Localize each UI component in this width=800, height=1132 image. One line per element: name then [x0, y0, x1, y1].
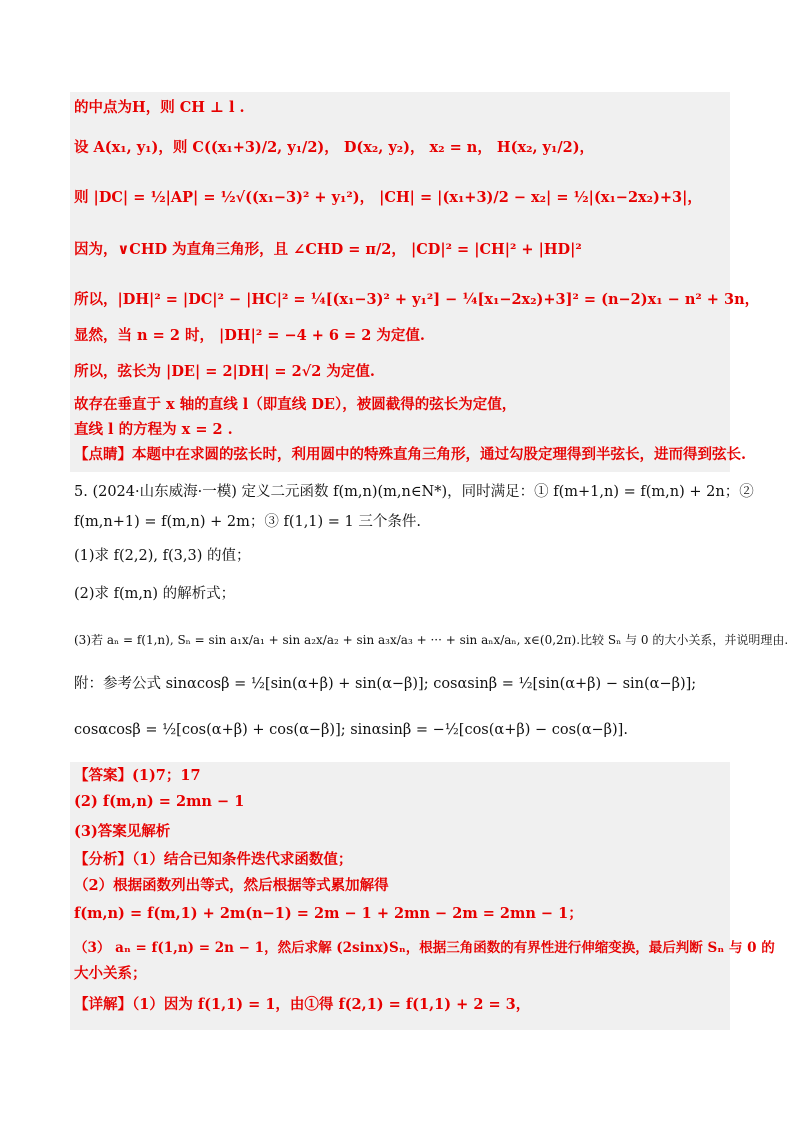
text-line: 显然，当 n = 2 时， |DH|² = −4 + 6 = 2 为定值. [74, 327, 425, 344]
text-line: 所以，|DH|² = |DC|² − |HC|² = ¼[(x₁−3)² + y₁²] − ¼[x₁−2x₂)+3]² = (n−2)x₁ − n² + 3n， [74, 291, 760, 308]
problem-line: (2)求 f(m,n) 的解析式； [74, 586, 236, 602]
text-line: 故存在垂直于 x 轴的直线 l（即直线 DE），被圆截得的弦长为定值， [74, 396, 517, 413]
analysis-line: （3） aₙ = f(1,n) = 2n − 1，然后求解 (2sinx)Sₙ，根据三角函数的有界性进行伸缩变换，最后判断 Sₙ 与 0 的 [74, 940, 775, 956]
problem-line: cosαcosβ = ½[cos(α+β) + cos(α−β)]; sinαsinβ = −½[cos(α+β) − cos(α−β)]. [74, 722, 628, 738]
problem-line: (1)求 f(2,2), f(3,3) 的值； [74, 548, 251, 564]
text-line: 设 A(x₁, y₁)，则 C((x₁+3)/2, y₁/2)， D(x₂, y₂)， x₂ = n， H(x₂, y₁/2)， [74, 139, 595, 156]
detail-line: 【详解】（1）因为 f(1,1) = 1，由①得 f(2,1) = f(1,1) + 2 = 3， [74, 996, 531, 1013]
answer-line: (2) f(m,n) = 2mn − 1 [74, 793, 245, 810]
text-line: 【点睛】本题中在求圆的弦长时，利用圆中的特殊直角三角形，通过勾股定理得到半弦长，进而得到弦长. [74, 446, 747, 463]
answer-line: 【答案】(1)7；17 [74, 767, 201, 784]
answer-line: (3)答案见解析 [74, 823, 171, 840]
text-line: 直线 l 的方程为 x = 2 . [74, 421, 233, 438]
analysis-line: （2）根据函数列出等式，然后根据等式累加解得 [74, 877, 389, 894]
problem-line: (3)若 aₙ = f(1,n), Sₙ = sin a₁x/a₁ + sin a₂x/a₂ + sin a₃x/a₃ + ··· + sin aₙx/aₙ, x∈(0,2π).比较 Sₙ 与 0 的大小关系，并说明理由. [74, 633, 789, 647]
analysis-line: f(m,n) = f(m,1) + 2m(n−1) = 2m − 1 + 2mn − 2m = 2mn − 1； [74, 905, 583, 922]
text-line: 的中点为H，则 CH ⊥ l . [74, 99, 245, 116]
analysis-line: 【分析】（1）结合已知条件迭代求函数值； [74, 851, 353, 868]
problem-line: 附：参考公式 sinαcosβ = ½[sin(α+β) + sin(α−β)]; cosαsinβ = ½[sin(α+β) − sin(α−β)]; [74, 676, 697, 692]
text-line: 因为，∨CHD 为直角三角形，且 ∠CHD = π/2， |CD|² = |CH|² + |HD|² [74, 241, 582, 258]
text-line: 则 |DC| = ½|AP| = ½√((x₁−3)² + y₁²)， |CH| = |(x₁+3)/2 − x₂| = ½|(x₁−2x₂)+3|， [74, 189, 702, 206]
problem-line: f(m,n+1) = f(m,n) + 2m；③ f(1,1) = 1 三个条件. [74, 514, 422, 530]
text-line: 所以，弦长为 |DE| = 2|DH| = 2√2 为定值. [74, 363, 375, 380]
problem-line: 5. (2024·山东威海·一模) 定义二元函数 f(m,n)(m,n∈N*)，同时满足：① f(m+1,n) = f(m,n) + 2n；② [74, 484, 754, 500]
analysis-line: 大小关系； [74, 965, 147, 982]
